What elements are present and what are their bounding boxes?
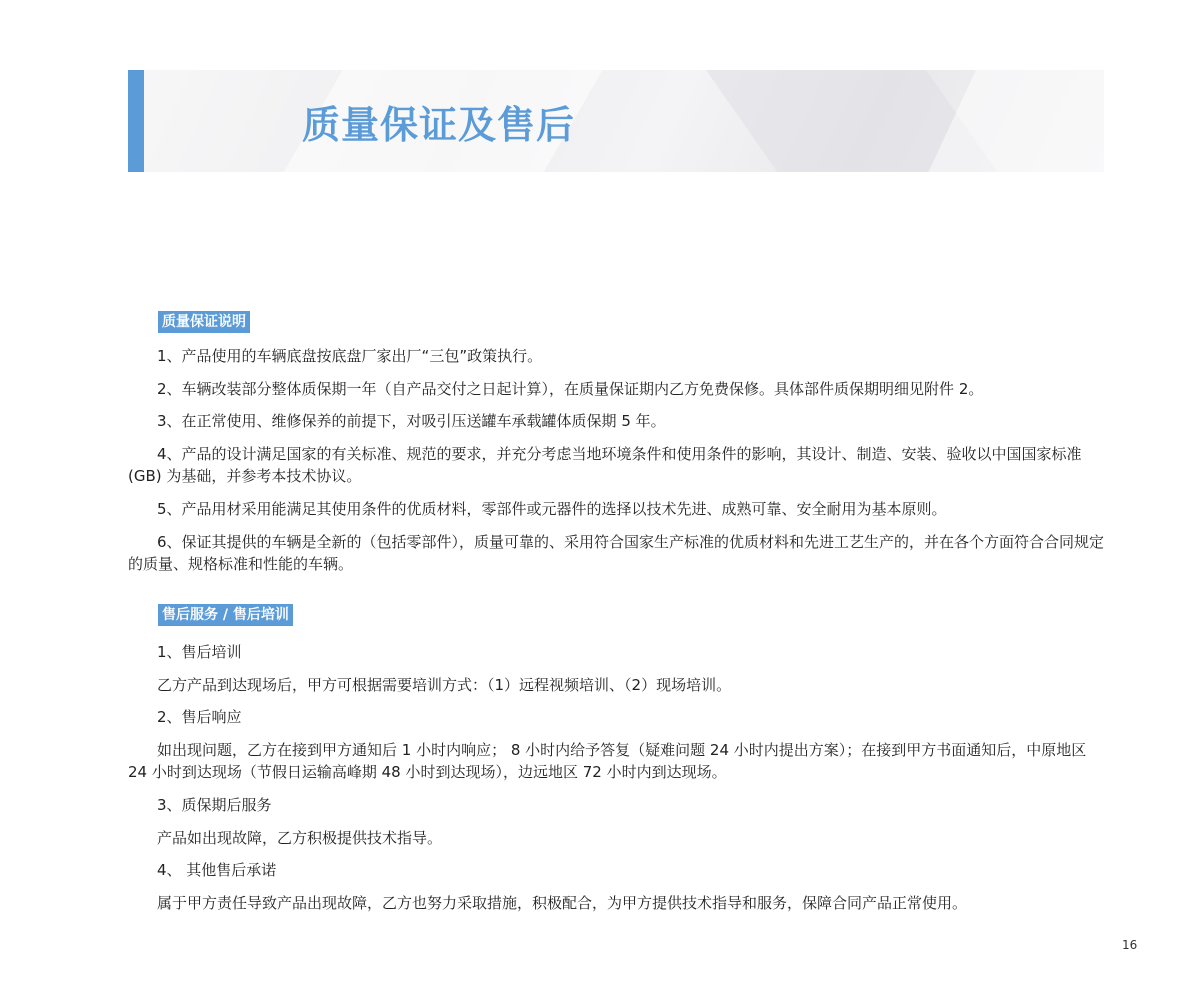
quality-item: 2、车辆改装部分整体质保期一年（自产品交付之日起计算），在质量保证期内乙方免费保修。具体部件质保期明细见附件 2。 xyxy=(157,380,984,398)
banner-accent-bar xyxy=(128,70,144,172)
after-sales-text: 如出现问题，乙方在接到甲方通知后 1 小时内响应； 8 小时内给予答复（疑难问题 24 小时内提出方案）；在接到甲方书面通知后，中原地区 24 小时到达现场（节假日运输高峰期 48 小时到达现场），边远地区 72 小时内到达现场。 xyxy=(128,741,1087,781)
after-sales-heading: 3、质保期后服务 xyxy=(157,796,272,814)
header-banner xyxy=(128,70,1104,172)
after-sales-heading: 2、售后响应 xyxy=(157,708,242,726)
page-title: 质量保证及售后 xyxy=(302,103,576,147)
after-sales-text: 产品如出现故障，乙方积极提供技术指导。 xyxy=(157,829,443,847)
quality-item: 6、保证其提供的车辆是全新的（包括零部件），质量可靠的、采用符合国家生产标准的优质材料和先进工艺生产的，并在各个方面符合合同规定的质量、规格标准和性能的车辆。 xyxy=(128,533,1105,573)
quality-item: 1、产品使用的车辆底盘按底盘厂家出厂“三包”政策执行。 xyxy=(157,347,543,365)
after-sales-heading: 4、 其他售后承诺 xyxy=(157,861,277,879)
section-tag-after-sales: 售后服务 / 售后培训 xyxy=(158,604,293,626)
quality-item: 3、在正常使用、维修保养的前提下，对吸引压送罐车承载罐体质保期 5 年。 xyxy=(157,412,666,430)
page-number: 16 xyxy=(1122,938,1138,952)
after-sales-heading: 1、售后培训 xyxy=(157,643,242,661)
quality-item: 4、产品的设计满足国家的有关标准、规范的要求，并充分考虑当地环境条件和使用条件的影响，其设计、制造、安装、验收以中国国家标准 (GB) 为基础，并参考本技术协议。 xyxy=(128,445,1082,485)
after-sales-text: 属于甲方责任导致产品出现故障，乙方也努力采取措施，积极配合，为甲方提供技术指导和服务，保障合同产品正常使用。 xyxy=(157,894,968,912)
quality-item: 5、产品用材采用能满足其使用条件的优质材料，零部件或元器件的选择以技术先进、成熟可靠、安全耐用为基本原则。 xyxy=(157,500,947,518)
after-sales-text: 乙方产品到达现场后，甲方可根据需要培训方式：（1）远程视频培训、（2）现场培训。 xyxy=(157,676,732,694)
section-tag-quality: 质量保证说明 xyxy=(158,311,250,333)
